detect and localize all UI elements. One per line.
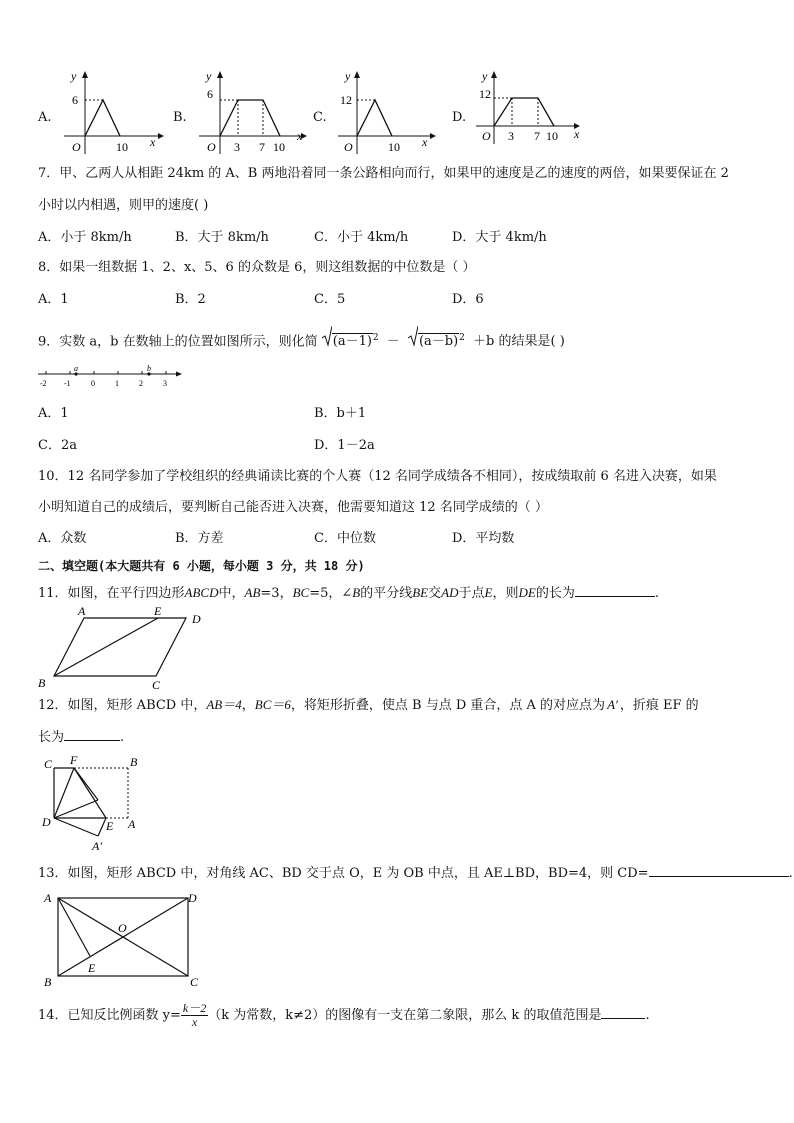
q11-eq5: =5，∠ bbox=[309, 586, 353, 601]
q6-c-y-label: y bbox=[345, 69, 351, 83]
q11-b: B bbox=[352, 585, 361, 600]
q7-option-c[interactable]: C．小于 4km/h bbox=[314, 230, 409, 245]
q6-b-ymax: 6 bbox=[207, 87, 213, 101]
q6-option-c-letter: C. bbox=[313, 110, 327, 125]
q9-nl-b: b bbox=[147, 364, 151, 373]
q14-fraction bbox=[181, 1002, 208, 1029]
q9-nl-a: a bbox=[74, 364, 78, 373]
q9-minus: － bbox=[386, 334, 400, 350]
q11-figure bbox=[34, 603, 214, 691]
q13-label-b: B bbox=[44, 975, 52, 989]
q6-d-mark-3: 3 bbox=[508, 129, 514, 143]
q7-line1: 7．甲、乙两人从相距 24km 的 A、B 两地沿着同一条公路相向而行，如果甲的速度是乙的速度的两倍，如果要保证在 2 bbox=[38, 166, 729, 181]
q9-nl-tick-0: -2 bbox=[40, 379, 47, 388]
q12-line2a: 长为 bbox=[38, 730, 65, 745]
q14-answer-blank[interactable] bbox=[601, 1006, 645, 1019]
q6-option-b-letter: B. bbox=[173, 110, 187, 125]
q11-ab: AB bbox=[244, 585, 261, 600]
q13-end: . bbox=[788, 866, 793, 881]
q9-radical-1 bbox=[322, 327, 379, 353]
q12-label-aprime: A′ bbox=[92, 839, 102, 853]
q12-line1b: ，将矩形折叠，使点 B 与点 D 重合，点 A 的对应点为 bbox=[290, 698, 606, 713]
q6-b-origin: O bbox=[207, 140, 216, 154]
q13-answer-blank[interactable] bbox=[649, 864, 789, 877]
q11-label-e: E bbox=[154, 604, 162, 618]
q12-line1 bbox=[38, 697, 699, 714]
q6-b-mark-7: 7 bbox=[259, 140, 265, 154]
q6-graph-b bbox=[193, 66, 313, 160]
q10-option-b[interactable]: B．方差 bbox=[175, 531, 224, 546]
q10-option-d[interactable]: D．平均数 bbox=[452, 531, 515, 546]
q12-aprime: A′ bbox=[607, 697, 618, 712]
q13-label-c: C bbox=[190, 975, 199, 989]
q9-rad1-exp: 2 bbox=[372, 333, 379, 343]
q9-number-line bbox=[34, 362, 184, 392]
q11-be: BE bbox=[412, 585, 429, 600]
q6-graph-a bbox=[58, 66, 168, 160]
q10-line2: 小明知道自己的成绩后，要判断自己能否进入决赛，他需要知道这 12 名同学成绩的（ ） bbox=[38, 500, 548, 515]
q6-a-x-label: x bbox=[150, 135, 156, 149]
q9-option-d[interactable]: D．1－2a bbox=[314, 438, 375, 453]
q11-label-c: C bbox=[152, 678, 161, 691]
q6-b-x-label: x bbox=[297, 129, 303, 143]
q6-option-d-letter: D. bbox=[452, 110, 467, 125]
q8-text: 8．如果一组数据 1、2、x、5、6 的众数是 6，则这组数据的中位数是（ ） bbox=[38, 260, 476, 275]
q12-label-b: B bbox=[130, 755, 138, 769]
q6-a-origin: O bbox=[72, 140, 81, 154]
q9-text bbox=[38, 327, 565, 349]
q9-prefix: 9．实数 a，b 在数轴上的位置如图所示，则化简 bbox=[38, 334, 318, 350]
q11-ad: AD bbox=[441, 585, 459, 600]
q11-bc: BC bbox=[292, 585, 310, 600]
q14-frac-den: x bbox=[191, 1015, 198, 1029]
q12-bc: BC＝6 bbox=[254, 697, 291, 712]
q12-answer-blank[interactable] bbox=[64, 728, 120, 741]
q11-text-e: 于点 bbox=[458, 586, 485, 601]
q9-option-a[interactable]: A．1 bbox=[38, 406, 69, 421]
q12-label-f: F bbox=[70, 753, 78, 767]
q8-option-c[interactable]: C．5 bbox=[314, 292, 346, 307]
q13-label-o: O bbox=[118, 921, 127, 935]
q9-nl-tick-2: 0 bbox=[91, 379, 95, 388]
q6-d-origin: O bbox=[482, 129, 491, 143]
q7-option-a[interactable]: A．小于 8km/h bbox=[38, 230, 132, 245]
q13-figure bbox=[40, 888, 210, 992]
q6-a-y-label: y bbox=[71, 69, 77, 83]
q6-d-mark-10: 10 bbox=[546, 129, 558, 143]
q11-eq3: =3， bbox=[260, 586, 293, 601]
q6-b-y-label: y bbox=[206, 69, 212, 83]
q9-option-c[interactable]: C．2a bbox=[38, 438, 77, 453]
q11-answer-blank[interactable] bbox=[575, 584, 655, 597]
q11-e: E bbox=[484, 585, 493, 600]
q12-ab: AB＝4 bbox=[206, 697, 242, 712]
q11-de: DE bbox=[518, 585, 536, 600]
q10-option-c[interactable]: C．中位数 bbox=[314, 531, 376, 546]
q9-suffix: ＋b 的结果是( ) bbox=[473, 334, 565, 350]
q11-text-d: 交 bbox=[428, 586, 442, 601]
q11-text-b: 中， bbox=[218, 586, 245, 601]
q14-suffix: （k 为常数，k≠2）的图像有一支在第二象限，那么 k 的取值范围是 bbox=[208, 1008, 602, 1023]
q9-nl-tick-4: 2 bbox=[139, 379, 143, 388]
q14-frac-num: k－2 bbox=[182, 1001, 207, 1015]
q12-label-e: E bbox=[106, 819, 114, 833]
q6-d-mark-7: 7 bbox=[534, 129, 540, 143]
q6-graph-c bbox=[330, 66, 440, 160]
q11-end: . bbox=[654, 586, 659, 601]
q6-graph-d bbox=[470, 66, 590, 160]
q13-label-d: D bbox=[188, 891, 197, 905]
q9-rad1-body: (a－1) bbox=[332, 334, 372, 350]
q10-line1: 10．12 名同学参加了学校组织的经典诵读比赛的个人赛（12 名同学成绩各不相同），按成绩取前 6 名进入决赛，如果 bbox=[38, 469, 717, 484]
q6-option-a-letter: A. bbox=[38, 110, 52, 125]
q6-d-y-label: y bbox=[482, 69, 488, 83]
q11-text-c: 的平分线 bbox=[360, 586, 413, 601]
q11-label-b: B bbox=[38, 676, 46, 690]
q8-option-d[interactable]: D．6 bbox=[452, 292, 484, 307]
section2-title: 二、填空题(本大题共有 6 小题，每小题 3 分，共 18 分) bbox=[38, 559, 365, 573]
q6-a-ymax: 6 bbox=[72, 93, 78, 107]
q8-option-a[interactable]: A．1 bbox=[38, 292, 69, 307]
q12-line2 bbox=[38, 728, 124, 746]
q6-c-origin: O bbox=[344, 140, 353, 154]
q11-abcd: ABCD bbox=[184, 585, 219, 600]
q10-option-a[interactable]: A．众数 bbox=[38, 531, 87, 546]
q12-line1a: 12．如图，矩形 ABCD 中， bbox=[38, 698, 207, 713]
q11-text-a: 11．如图，在平行四边形 bbox=[38, 586, 185, 601]
q11-label-d: D bbox=[192, 612, 201, 626]
q12-label-d: D bbox=[42, 815, 51, 829]
q13-text: 13．如图，矩形 ABCD 中，对角线 AC、BD 交于点 O，E 为 OB 中点，且 AE⊥BD，BD=4，则 CD= bbox=[38, 866, 649, 881]
q11-text-f: ，则 bbox=[492, 586, 519, 601]
q14-end: . bbox=[645, 1008, 650, 1023]
q14-prefix: 14．已知反比例函数 y= bbox=[38, 1008, 181, 1023]
q13-label-e: E bbox=[88, 961, 96, 975]
q11-text-g: 的长为 bbox=[535, 586, 575, 601]
q12-line1c: ，折痕 EF 的 bbox=[619, 698, 699, 713]
q8-option-b[interactable]: B．2 bbox=[175, 292, 206, 307]
q12-figure bbox=[36, 752, 156, 856]
q9-option-b[interactable]: B．b＋1 bbox=[314, 406, 367, 421]
q9-radical-2 bbox=[408, 327, 465, 353]
q7-option-d[interactable]: D．大于 4km/h bbox=[452, 230, 547, 245]
q9-rad2-body: (a－b) bbox=[418, 334, 459, 350]
q12-label-c: C bbox=[44, 757, 53, 771]
q9-nl-tick-5: 3 bbox=[163, 379, 167, 388]
q9-rad2-exp: 2 bbox=[459, 333, 465, 343]
q12-label-a: A bbox=[128, 817, 136, 831]
q9-nl-tick-1: -1 bbox=[64, 379, 71, 388]
q6-d-x-label: x bbox=[574, 127, 580, 141]
q7-option-b[interactable]: B．大于 8km/h bbox=[175, 230, 269, 245]
q6-c-ymax: 12 bbox=[340, 93, 352, 107]
q13-label-a: A bbox=[44, 891, 52, 905]
q7-line2: 小时以内相遇，则甲的速度( ) bbox=[38, 198, 209, 213]
q12-end: . bbox=[120, 730, 125, 745]
q6-b-mark-10: 10 bbox=[273, 140, 285, 154]
q6-b-mark-3: 3 bbox=[234, 140, 240, 154]
q13-line bbox=[38, 864, 793, 882]
q11-label-a: A bbox=[78, 604, 86, 618]
q6-d-ymax: 12 bbox=[479, 87, 491, 101]
q11-text bbox=[38, 584, 659, 602]
q6-a-mark-10: 10 bbox=[116, 140, 128, 154]
q9-nl-tick-3: 1 bbox=[115, 379, 119, 388]
q6-c-x-label: x bbox=[422, 135, 428, 149]
q12-comma: ， bbox=[241, 698, 255, 713]
q14-line bbox=[38, 996, 650, 1036]
q6-c-mark-10: 10 bbox=[388, 140, 400, 154]
q6-options bbox=[0, 66, 794, 160]
